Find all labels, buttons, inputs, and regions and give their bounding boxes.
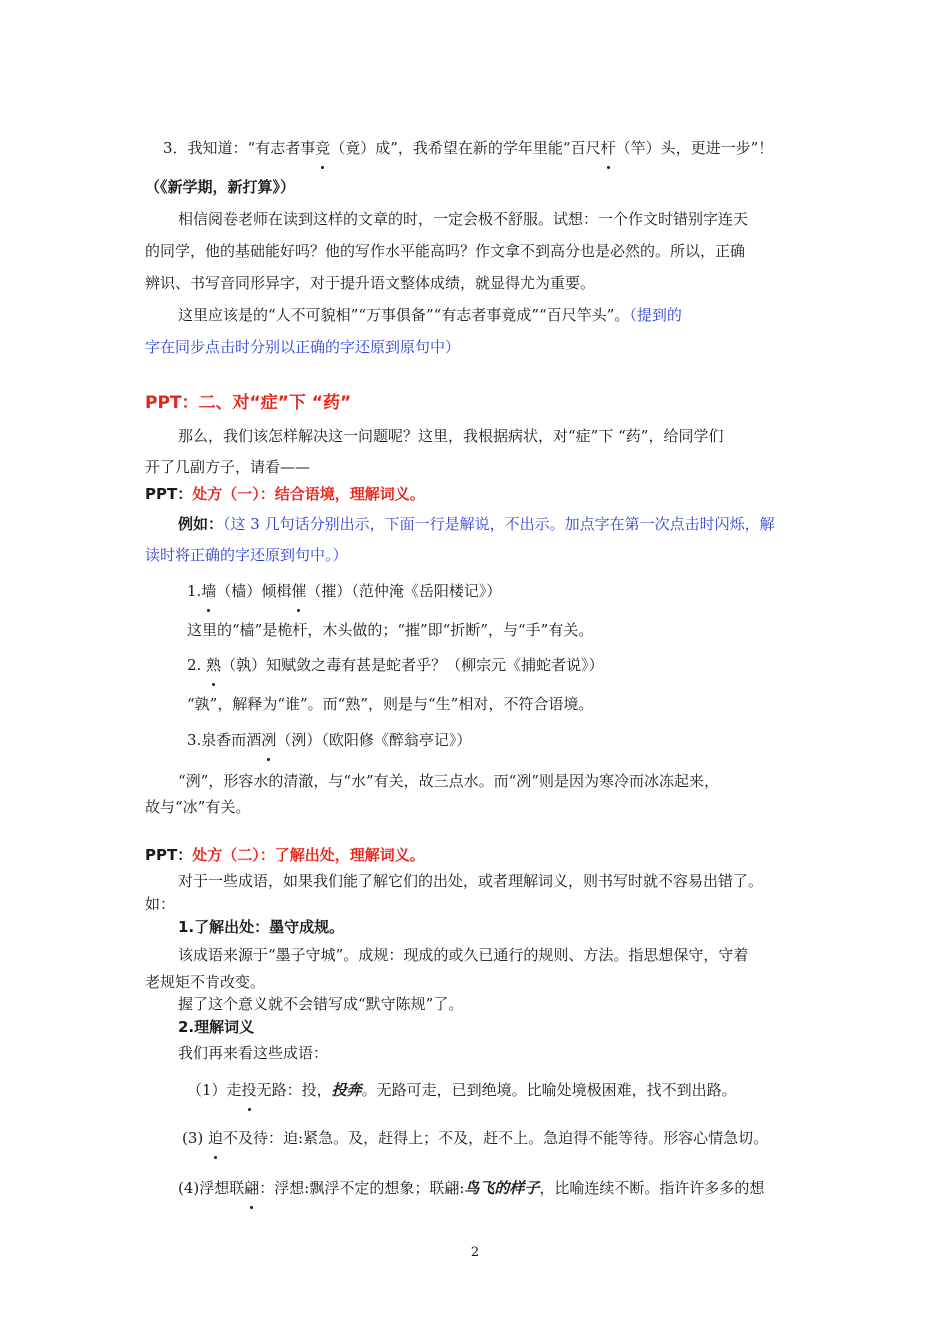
text: （竿）头，更进一步”！ bbox=[615, 139, 774, 157]
text: 这里应该是的“人不可貌相”“万事俱备”“有志者事竟成”“百尺竿头”。 bbox=[178, 306, 630, 324]
paragraph-line: 辨识、书写音同形异字，对于提升语文整体成绩，就显得尤为重要。 bbox=[145, 274, 596, 292]
subheading: 2.理解词义 bbox=[178, 1018, 255, 1036]
dotted-char: 投 bbox=[242, 1075, 257, 1105]
paragraph-line: 的同学，他的基础能好吗？他的写作水平能高吗？作文拿不到高分也是必然的。所以，正确 bbox=[145, 242, 746, 260]
text: (4)浮想联 bbox=[178, 1179, 245, 1197]
text: ，比喻连续不断。指许许多多的想 bbox=[539, 1179, 765, 1197]
idiom-item-1 bbox=[187, 1075, 737, 1105]
text: （竟）成”，我希望在新的学年里能“百尺 bbox=[330, 139, 601, 157]
ppt-label: PPT： bbox=[145, 485, 193, 503]
example-explanation: 这里的“樯”是桅杆，木头做的；“摧”即“折断”，与“手”有关。 bbox=[187, 621, 594, 639]
text: ：浮想:飘浮不定的想象；联翩: bbox=[259, 1179, 465, 1197]
idiom-item-3 bbox=[182, 1123, 768, 1153]
example-label: 例如： bbox=[178, 515, 224, 533]
dotted-char: 竞 bbox=[315, 133, 330, 163]
dotted-char: 杆 bbox=[601, 133, 616, 163]
dotted-char: 催 bbox=[291, 576, 306, 606]
emphasis-text: 鸟飞的样子 bbox=[464, 1179, 540, 1197]
dotted-char: 冽 bbox=[261, 725, 276, 755]
prescription-1-heading bbox=[145, 479, 425, 509]
paragraph-line bbox=[178, 300, 682, 330]
paragraph-line: 老规矩不肯改变。 bbox=[145, 973, 266, 991]
section-heading: PPT：二、对“症”下 “药” bbox=[145, 393, 352, 413]
text: （樯）倾楫 bbox=[216, 582, 292, 600]
page-number: 2 bbox=[470, 1245, 480, 1260]
text: 无路：投， bbox=[256, 1081, 332, 1099]
text: 不及待：迫:紧急。及，赶得上；不及，赶不上。急迫得不能等待。形容心情急切。 bbox=[223, 1129, 769, 1147]
example-explanation: “洌”，形容水的清澈，与“水”有关，故三点水。而“冽”则是因为寒冷而冰冻起来， bbox=[178, 772, 720, 790]
example-sentence-3 bbox=[187, 725, 471, 755]
prescription-title: 处方（一）：结合语境，理解词义。 bbox=[192, 485, 425, 503]
text: （1）走 bbox=[187, 1081, 242, 1099]
idiom-item-4 bbox=[178, 1173, 764, 1203]
subheading: 1.了解出处：墨守成规。 bbox=[178, 918, 345, 936]
note-text: （提到的 bbox=[629, 306, 682, 324]
paragraph-line: 握了这个意义就不会错写成“默守陈规”了。 bbox=[178, 995, 464, 1013]
text: （摧）（范仲淹《岳阳楼记》） bbox=[306, 582, 502, 600]
example-intro bbox=[178, 509, 775, 539]
paragraph-line: 相信阅卷老师在读到这样的文章的时，一定会极不舒服。试想：一个作文时错别字连天 bbox=[178, 210, 749, 228]
dotted-char: 迫 bbox=[208, 1123, 223, 1153]
ppt-label: PPT： bbox=[145, 846, 193, 864]
paragraph-line: 我们再来看这些成语： bbox=[178, 1044, 329, 1062]
note-text: 读时将正确的字还原到句中。） bbox=[145, 546, 348, 564]
text: (3) bbox=[182, 1129, 209, 1147]
text: 1. bbox=[187, 582, 202, 600]
text: 。无路可走，已到绝境。比喻处境极困难，找不到出路。 bbox=[361, 1081, 737, 1099]
note-text: 字在同步点击时分别以正确的字还原到原句中） bbox=[145, 338, 461, 356]
prescription-title: 处方（二）：了解出处，理解词义。 bbox=[192, 846, 425, 864]
example-explanation: “孰”，解释为“谁”。而“熟”，则是与“生”相对，不符合语境。 bbox=[187, 695, 594, 713]
dotted-char: 翩 bbox=[244, 1173, 259, 1203]
note-text: （这 3 几句话分别出示，下面一行是解说，不出示。加点字在第一次点击时闪烁，解 bbox=[223, 515, 775, 533]
source-title: （《新学期，新打算》） bbox=[145, 178, 296, 196]
example-sentence-1 bbox=[187, 576, 501, 606]
text: （孰）知赋敛之毒有甚是蛇者乎？（柳宗元《捕蛇者说》） bbox=[221, 656, 604, 674]
emphasis-text: 投奔 bbox=[331, 1081, 362, 1099]
paragraph-line: 那么，我们该怎样解决这一问题呢？这里，我根据病状，对“症”下 “药”，给同学们 bbox=[178, 427, 724, 445]
dotted-char: 熟 bbox=[206, 650, 221, 680]
text: 3．我知道：“有志者事 bbox=[163, 139, 316, 157]
paragraph-line: 如： bbox=[145, 895, 176, 913]
text: 2. bbox=[187, 656, 207, 674]
example-sentence-2 bbox=[187, 650, 604, 680]
paragraph-line: 该成语来源于“墨子守城”。成规：现成的或久已通行的规则、方法。指思想保守，守着 bbox=[178, 946, 749, 964]
text: （洌）（欧阳修《醉翁亭记》） bbox=[276, 731, 472, 749]
example-explanation: 故与“冰”有关。 bbox=[145, 798, 251, 816]
dotted-char: 墙 bbox=[201, 576, 216, 606]
paragraph-example-3 bbox=[163, 133, 773, 163]
paragraph-line: 开了几副方子，请看—— bbox=[145, 458, 311, 476]
paragraph-line: 对于一些成语，如果我们能了解它们的出处，或者理解词义，则书写时就不容易出错了。 bbox=[178, 872, 764, 890]
text: 3.泉香而酒 bbox=[187, 731, 262, 749]
